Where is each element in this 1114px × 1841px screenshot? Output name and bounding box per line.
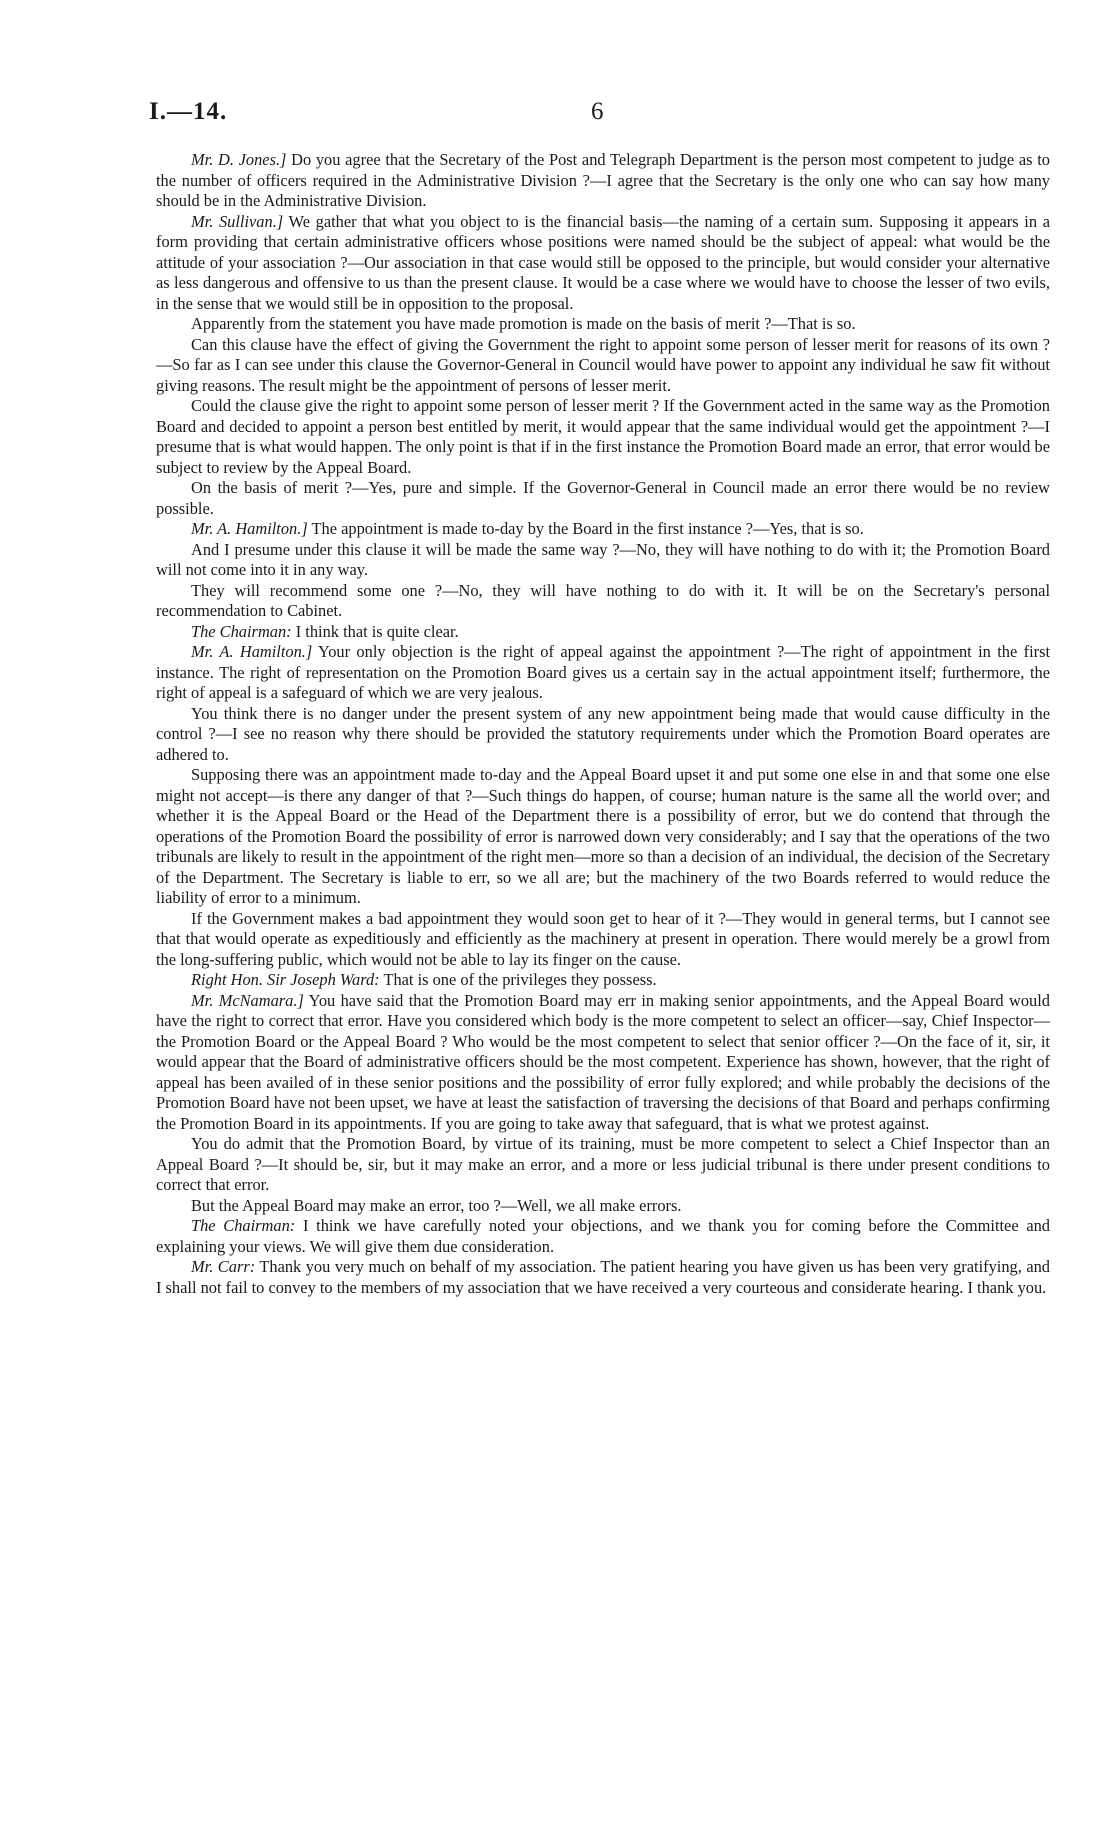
paragraph <box>156 704 1050 766</box>
paragraph-text: But the Appeal Board may make an error, too ?—Well, we all make errors. <box>191 1195 682 1215</box>
paragraph <box>156 765 1050 909</box>
paragraph <box>156 622 1050 643</box>
paragraph <box>156 396 1050 478</box>
paragraph-text: Apparently from the statement you have made promotion is made on the basis of merit ?—That is so. <box>191 314 856 333</box>
paragraph-text: If the Government makes a bad appointment they would soon get to hear of it ?—They would in general terms, but I cannot see that that would operate as expeditiously and efficiently as the machinery at present in operation. There would merely be a growl from the long-suffering public, which would not be able to lay its finger on the cause. <box>156 908 1050 969</box>
paragraph-text: Do you agree that the Secretary of the Post and Telegraph Department is the person most competent to judge as to the number of officers required in the Administrative Division ?—I agree that the Secretary is the only one who can say how many should be in the Administrative Division. <box>156 150 1050 210</box>
paragraph-text: That is one of the privileges they possess. <box>379 970 657 989</box>
paragraph <box>156 150 1050 212</box>
paragraph <box>156 1257 1050 1298</box>
paragraph-text: You have said that the Promotion Board may err in making senior appointments, and the Appeal Board would have the right to correct that error. Have you considered which body is the more competent to select an officer—say, Chief Inspector—the Promotion Board or the Appeal Board ? Who would be the most competent to select that senior officer ?—On the face of it, sir, it would appear that the Board of administrative officers should be the most competent. Experience has shown, however, that the right of appeal has been availed of in these senior positions and the possibility of error fully explored; and while probably the decisions of the Promotion Board have not been upset, we have at least the satisfaction of traversing the decisions of that Board and perhaps confirming the Promotion Board in its appointments. If you are going to take away that safeguard, that is what we protest against. <box>156 990 1050 1133</box>
paragraph <box>156 909 1050 971</box>
speaker-name: Mr. Carr: <box>191 1257 256 1276</box>
paragraph-text: You think there is no danger under the present system of any new appointment being made that would cause difficulty in the control ?—I see no reason why there should be provided the statutory requirements under which the Promotion Board operates are adhered to. <box>156 703 1050 764</box>
paragraph-text: Supposing there was an appointment made to-day and the Appeal Board upset it and put some one else in and that some one else might not accept—is there any danger of that ?—Such things do happen, of course; human nature is the same all the world over; and whether it is the Appeal Board or the Head of the Department there is a possibility of error, but we do contend that through the operations of the Promotion Board the possibility of error is narrowed down very considerably; and I say that the operations of the two tribunals are likely to result in the appointment of the right men—more so than a decision of an individual, the decision of the Secretary of the Department. The Secretary is liable to err, so we all are; but the machinery of the two Boards referred to would reduce the liability of error to a minimum. <box>156 765 1050 907</box>
document-reference: I.—14. <box>149 98 228 125</box>
paragraph <box>156 581 1050 622</box>
paragraph-text: They will recommend some one ?—No, they will have nothing to do with it. It will be on the Secretary's personal recommendation to Cabinet. <box>156 580 1050 620</box>
paragraph <box>156 478 1050 519</box>
paragraph-text: Can this clause have the effect of giving the Government the right to appoint some person of lesser merit for reasons of its own ?—So far as I can see under this clause the Governor-General in Council would have power to appoint any individual he saw fit without giving reasons. The result might be the appointment of persons of lesser merit. <box>156 334 1050 395</box>
speaker-name: The Chairman: <box>191 1216 296 1235</box>
page-number: 6 <box>591 98 604 125</box>
speaker-name: Mr. Sullivan.] <box>191 211 284 231</box>
paragraph-text: Thank you very much on behalf of my association. The patient hearing you have given us has been very gratifying, and I shall not fail to convey to the members of my association that we have received a very courteous and considerate hearing. I thank you. <box>156 1257 1050 1297</box>
paragraph <box>156 314 1050 335</box>
paragraph <box>156 212 1050 315</box>
paragraph-text: Your only objection is the right of appeal against the appointment ?—The right of appointment in the first instance. The right of representation on the Promotion Board gives us a certain say in the actual appointment itself; furthermore, the right of appeal is a safeguard of which we are very jealous. <box>156 642 1051 702</box>
paragraph <box>156 540 1050 581</box>
speaker-name: The Chairman: <box>191 621 292 641</box>
paragraph-text: We gather that what you object to is the financial basis—the naming of a certain sum. Supposing it appears in a form providing that certain administrative officers whose positions were named should be the subject of appeal: what would be the attitude of your association ?—Our association in that case would still be opposed to the principle, but would consider your alternative as less dangerous and offensive to us than the present clause. It would be a case where we would have to choose the lesser of two evils, in the sense that we would still be in opposition to the proposal. <box>156 211 1050 313</box>
paragraph-text: On the basis of merit ?—Yes, pure and simple. If the Governor-General in Council made an error there would be no review possible. <box>156 478 1050 518</box>
paragraph-text: And I presume under this clause it will be made the same way ?—No, they will have nothing to do with it; the Promotion Board will not come into it in any way. <box>156 539 1050 579</box>
paragraph <box>156 1134 1050 1196</box>
paragraph <box>156 991 1050 1135</box>
paragraph <box>156 335 1050 397</box>
paragraph <box>156 1196 1050 1217</box>
paragraph <box>156 970 1050 991</box>
speaker-name: Mr. D. Jones.] <box>191 150 287 169</box>
speaker-name: Mr. McNamara.] <box>191 990 304 1010</box>
paragraph-text: I think that is quite clear. <box>291 621 459 641</box>
paragraph-text: The appointment is made to-day by the Board in the first instance ?—Yes, that is so. <box>307 519 864 538</box>
page-header <box>149 98 1049 132</box>
paragraph <box>156 519 1050 540</box>
paragraph-text: Could the clause give the right to appoint some person of lesser merit ? If the Government acted in the same way as the Promotion Board and decided to appoint a person best entitled by merit, it would appear that the same individual would get the appointment ?—I presume that is what would happen. The only point is that if in the first instance the Promotion Board made an error, that error would be subject to review by the Appeal Board. <box>156 396 1050 477</box>
paragraph <box>156 1216 1050 1257</box>
speaker-name: Mr. A. Hamilton.] <box>191 642 313 661</box>
transcript-body <box>156 150 1050 1298</box>
paragraph-text: I think we have carefully noted your objections, and we thank you for coming before the Committee and explaining your views. We will give them due consideration. <box>156 1216 1050 1256</box>
paragraph <box>156 642 1050 704</box>
speaker-name: Mr. A. Hamilton.] <box>191 519 308 538</box>
speaker-name: Right Hon. Sir Joseph Ward: <box>191 970 380 989</box>
paragraph-text: You do admit that the Promotion Board, by virtue of its training, must be more competent to select a Chief Inspector than an Appeal Board ?—It should be, sir, but it may make an error, and a more or less judicial tribunal is there under present conditions to correct that error. <box>156 1134 1050 1194</box>
